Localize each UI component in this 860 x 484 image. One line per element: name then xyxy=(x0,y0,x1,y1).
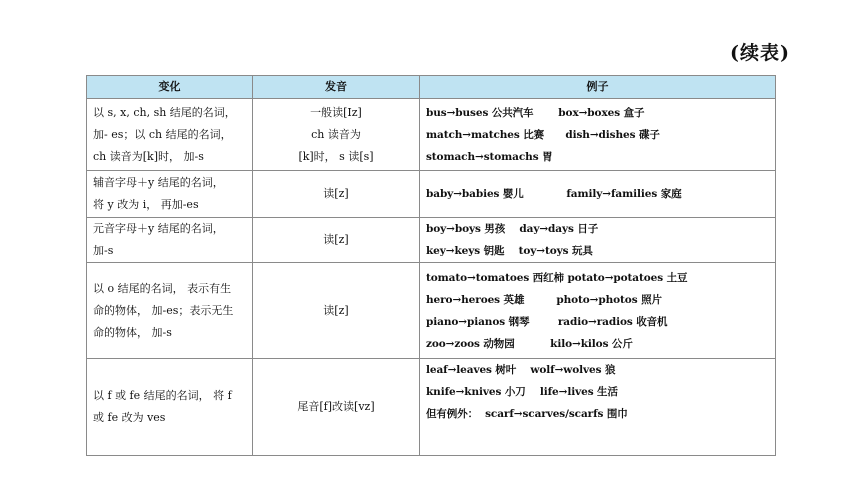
plural-rules-table xyxy=(86,75,776,456)
table-row xyxy=(87,99,776,171)
examples-cell xyxy=(420,218,776,263)
pronunciation-line: 一般读[Iz] xyxy=(310,105,362,119)
example-line: match→matches 比赛 dish→dishes 碟子 xyxy=(426,128,660,141)
examples-cell xyxy=(420,263,776,359)
pronunciation-line: ch 读音为 xyxy=(311,127,361,141)
change-line: 以 o 结尾的名词， 表示有生 xyxy=(93,281,232,295)
continued-title: (续表) xyxy=(730,42,790,64)
header-row xyxy=(87,76,776,99)
change-line: 命的物体， 加-s xyxy=(93,325,172,339)
change-cell xyxy=(87,99,253,171)
example-line: piano→pianos 钢琴 radio→radios 收音机 xyxy=(426,315,668,328)
pronunciation-line: 读[z] xyxy=(323,187,349,200)
table-row xyxy=(87,171,776,218)
table-row xyxy=(87,218,776,263)
pronunciation-line: 读[z] xyxy=(323,303,349,317)
pronunciation-cell xyxy=(253,99,420,171)
change-line: 以 f 或 fe 结尾的名词， 将 f xyxy=(93,389,232,402)
change-cell xyxy=(87,359,253,456)
pronunciation-line: 读[z] xyxy=(323,233,349,246)
change-line: 加- es；以 ch 结尾的名词， xyxy=(93,127,232,141)
table-row xyxy=(87,263,776,359)
change-cell xyxy=(87,171,253,218)
pronunciation-cell xyxy=(253,263,420,359)
pronunciation-cell xyxy=(253,218,420,263)
pronunciation-line: 尾音[f]改读[vz] xyxy=(297,400,375,413)
pronunciation-line: [k]时， s 读[s] xyxy=(298,149,374,163)
example-line: hero→heroes 英雄 photo→photos 照片 xyxy=(426,293,662,306)
examples-cell xyxy=(420,359,776,456)
example-line: tomato→tomatoes 西红柿 potato→potatoes 土豆 xyxy=(426,271,688,284)
header-pronunciation: 发音 xyxy=(253,76,420,99)
example-line: baby→babies 婴儿 family→families 家庭 xyxy=(426,188,682,200)
change-line: 将 y 改为 i， 再加-es xyxy=(93,198,199,211)
change-line: 元音字母＋y 结尾的名词， xyxy=(93,222,224,235)
change-cell xyxy=(87,263,253,359)
example-line: boy→boys 男孩 day→days 日子 xyxy=(426,223,599,235)
example-line: 但有例外： scarf→scarves/scarfs 围巾 xyxy=(426,408,628,420)
example-line: key→keys 钥匙 toy→toys 玩具 xyxy=(426,245,593,257)
example-line: knife→knives 小刀 life→lives 生活 xyxy=(426,386,618,398)
example-line: zoo→zoos 动物园 kilo→kilos 公斤 xyxy=(426,337,633,350)
example-line: bus→buses 公共汽车 box→boxes 盒子 xyxy=(426,106,645,119)
header-examples: 例子 xyxy=(420,76,776,99)
pronunciation-cell xyxy=(253,171,420,218)
change-line: 辅音字母＋y 结尾的名词， xyxy=(93,176,224,189)
change-line: 或 fe 改为 ves xyxy=(93,411,166,424)
header-change: 变化 xyxy=(87,76,253,99)
pronunciation-cell xyxy=(253,359,420,456)
change-line: ch 读音为[k]时， 加-s xyxy=(93,149,204,163)
change-line: 命的物体， 加-es；表示无生 xyxy=(93,303,234,317)
change-line: 加-s xyxy=(93,244,114,257)
change-cell xyxy=(87,218,253,263)
change-line: 以 s, x, ch, sh 结尾的名词， xyxy=(93,105,236,119)
examples-cell xyxy=(420,99,776,171)
table-row xyxy=(87,359,776,456)
examples-cell xyxy=(420,171,776,218)
example-line: leaf→leaves 树叶 wolf→wolves 狼 xyxy=(426,364,616,376)
example-line: stomach→stomachs 胃 xyxy=(426,150,553,163)
